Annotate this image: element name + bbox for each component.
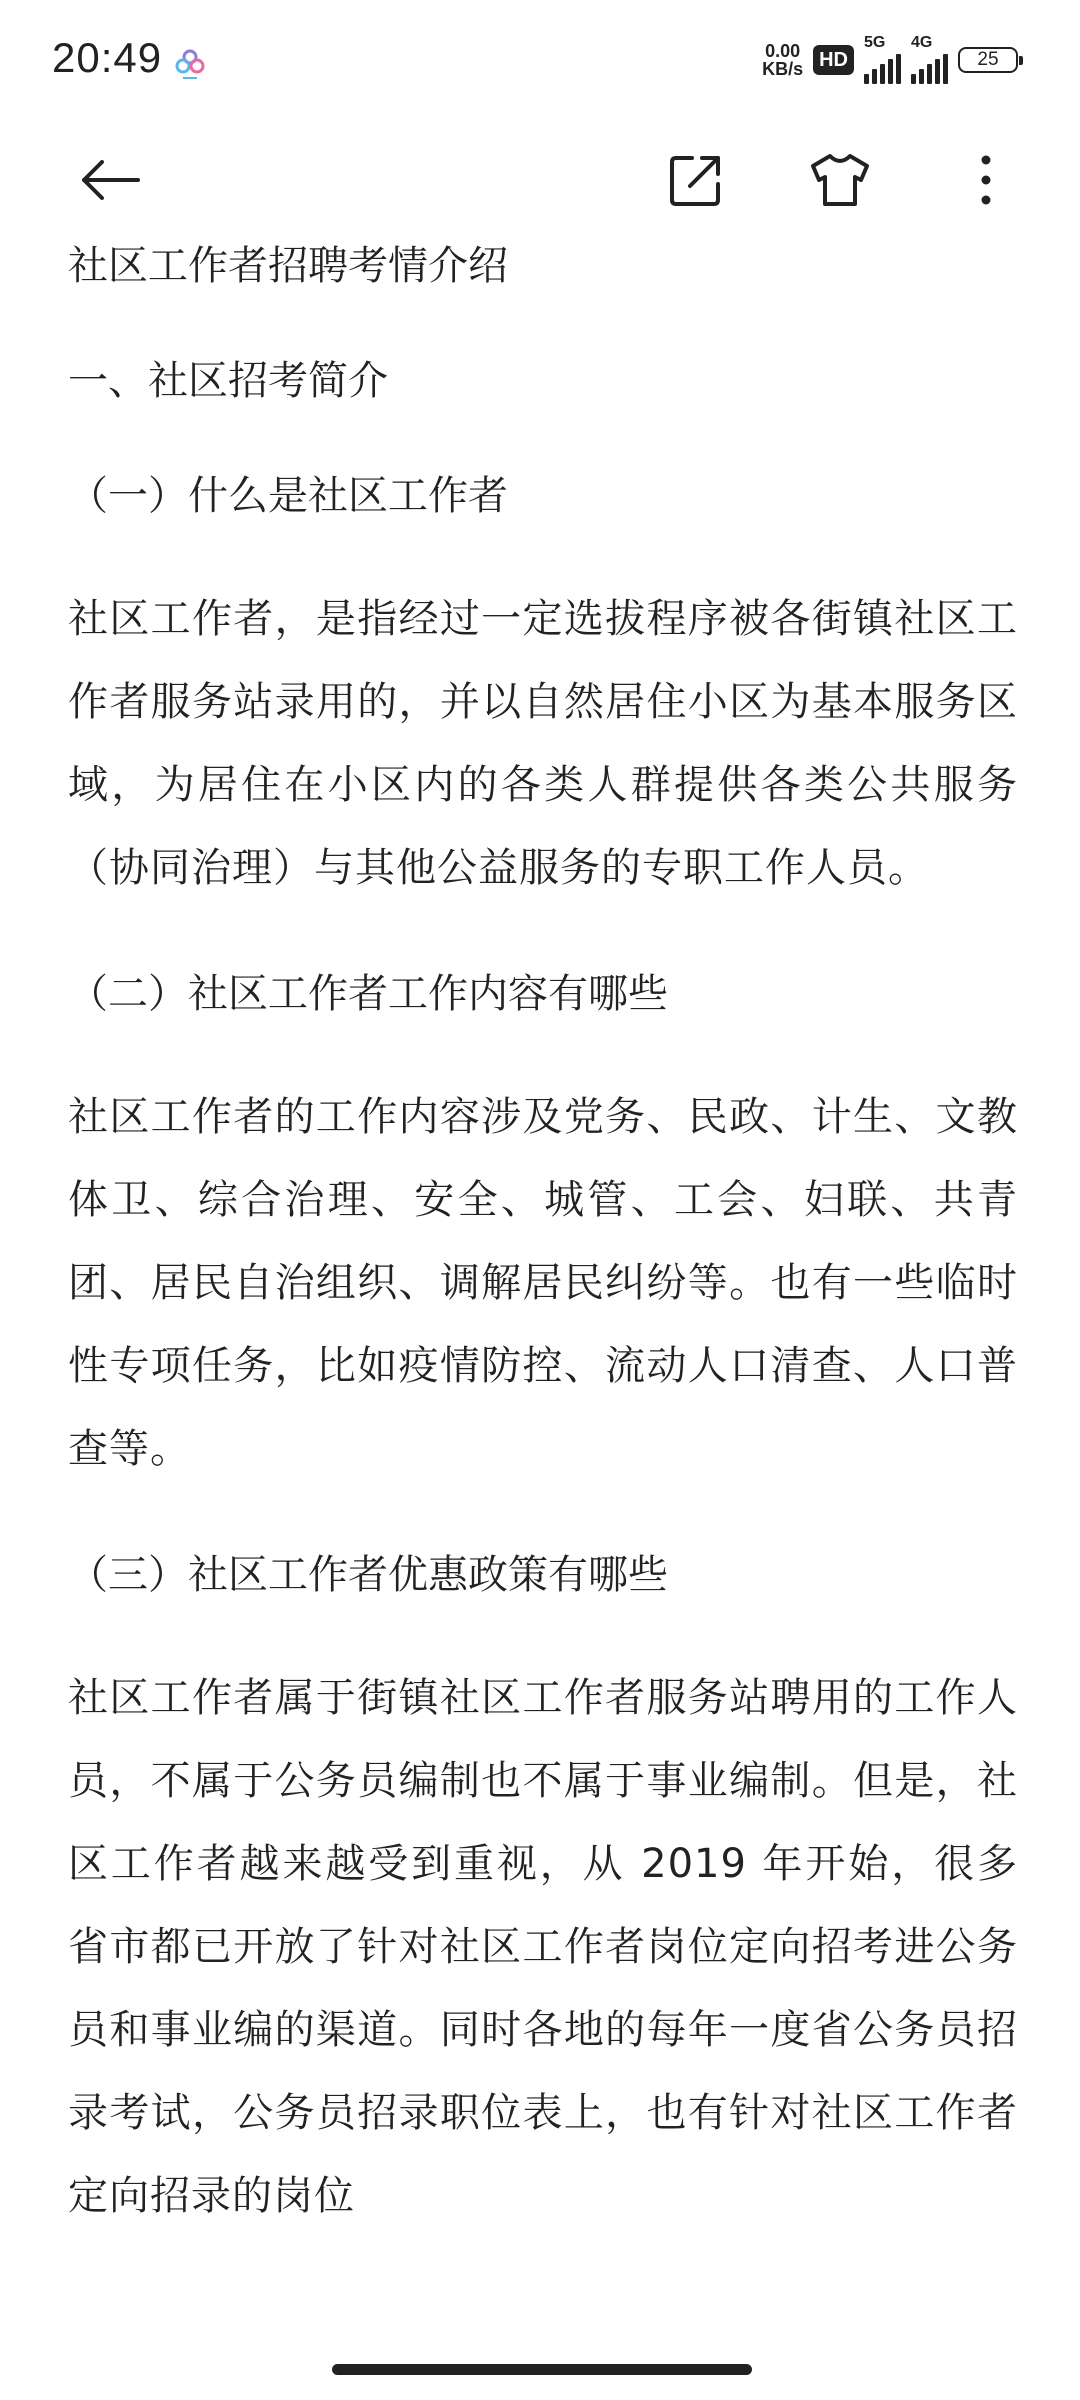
network-speed-value: 0.00: [765, 41, 801, 61]
t-shirt-icon: [809, 150, 871, 210]
status-bar: [0, 0, 1080, 118]
share-button[interactable]: [646, 130, 746, 230]
top-toolbar: [0, 130, 1080, 230]
section-heading: 一、社区招考简介: [68, 358, 388, 404]
signal-4g-label: 4G: [911, 34, 933, 51]
paragraph: 社区工作者属于街镇社区工作者服务站聘用的工作人员，不属于公务员编制也不属于事业编制。但是，社区工作者越来越受到重视，从 2019 年开始，很多省市都已开放了针对社区工作者岗位定向招考进公务员和事业编的渠道。同时各地的每年一度省公务员招录考试，公务员招录职位表上，也有针对社区工作者定向招录的岗位: [68, 1675, 1018, 2219]
network-speed-unit: KB/s: [762, 59, 804, 79]
paragraph: 社区工作者的工作内容涉及党务、民政、计生、文教体卫、综合治理、安全、城管、工会、妇联、共青团、居民自治组织、调解居民纠纷等。也有一些临时性专项任务，比如疫情防控、流动人口清查、人口普查等。: [68, 1094, 1018, 1472]
paragraph: 社区工作者，是指经过一定选拔程序被各街镇社区工作者服务站录用的，并以自然居住小区为基本服务区域，为居住在小区内的各类人群提供各类公共服务（协同治理）与其他公益服务的专职工作人员。: [68, 596, 1018, 891]
more-options-button[interactable]: [936, 130, 1036, 230]
article-body: [68, 236, 1018, 2292]
subsection-heading: （二）社区工作者工作内容有哪些: [68, 971, 668, 1017]
battery-level: 25: [977, 49, 999, 70]
signal-5g-label: 5G: [864, 34, 886, 51]
home-indicator[interactable]: [332, 2364, 752, 2375]
share-external-icon: [666, 150, 726, 210]
subsection-heading: （三）社区工作者优惠政策有哪些: [68, 1552, 668, 1598]
battery-icon: [958, 47, 1018, 73]
vertical-ellipsis-icon: [976, 150, 996, 210]
hd-voice-badge: HD: [813, 45, 854, 75]
arrow-left-icon: [78, 148, 142, 212]
article-title: 社区工作者招聘考情介绍: [68, 243, 508, 289]
back-button[interactable]: [60, 130, 160, 230]
app-notification-icon: [172, 46, 208, 82]
status-indicators: [762, 34, 1018, 80]
signal-4g-icon: [911, 36, 948, 84]
subsection-heading: （一）什么是社区工作者: [68, 473, 508, 519]
signal-5g-icon: [864, 36, 901, 84]
status-time: 20:49: [52, 34, 163, 81]
theme-button[interactable]: [790, 130, 890, 230]
network-speed: [762, 42, 803, 78]
